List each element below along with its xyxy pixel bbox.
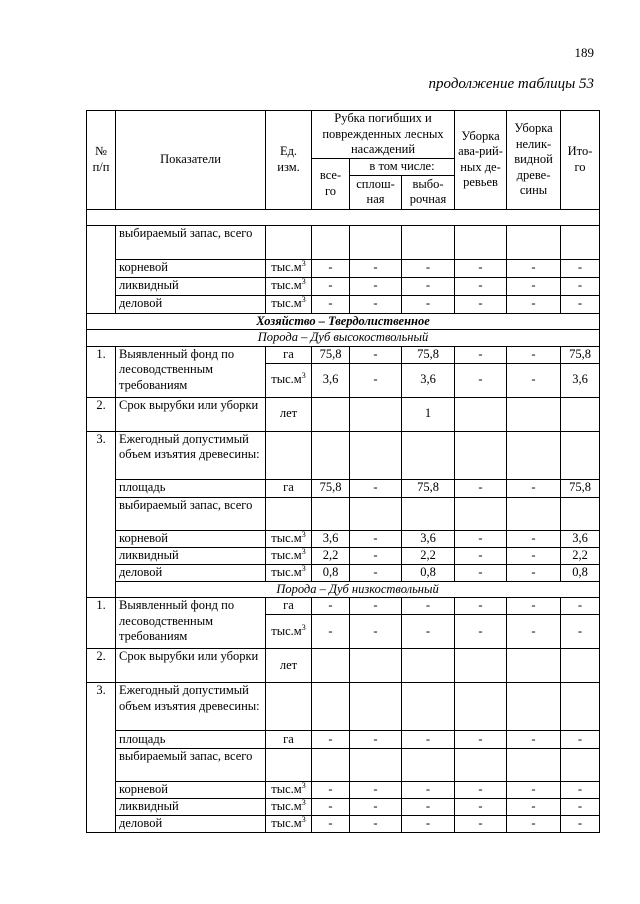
table-caption: продолжение таблицы 53 (428, 76, 594, 92)
value-cell: - (561, 598, 600, 615)
unit-cell: га (266, 598, 312, 615)
unit-superscript: 3 (301, 781, 306, 791)
section-title: Хозяйство – Твердолиственное (87, 313, 600, 330)
indicator-label: выбираемый запас, всего (116, 497, 266, 530)
value-cell: - (350, 479, 402, 497)
unit-cell (266, 782, 312, 799)
table-row (87, 530, 600, 547)
value-cell: - (507, 295, 561, 313)
value-cell: - (402, 615, 455, 649)
unit-cell: га (266, 731, 312, 749)
indicator-label: Срок вырубки или уборки (116, 649, 266, 683)
value-cell: - (350, 277, 402, 295)
empty-cell (350, 431, 402, 479)
indicator-label: Ежегодный допустимый объем изъятия древесины: (116, 431, 266, 479)
table-row (87, 749, 600, 782)
table-row (87, 346, 600, 363)
empty-cell (507, 225, 561, 259)
table-row (87, 782, 600, 799)
value-cell: - (350, 295, 402, 313)
value-cell: 75,8 (312, 346, 350, 363)
empty-cell (561, 497, 600, 530)
table-row (87, 225, 600, 259)
value-cell: - (455, 530, 507, 547)
unit-superscript: 3 (301, 547, 306, 556)
value-cell: - (350, 363, 402, 397)
value-cell: - (350, 259, 402, 277)
table-row (87, 277, 600, 295)
header-total: все-го (312, 159, 350, 210)
value-cell: - (350, 731, 402, 749)
table-row (87, 479, 600, 497)
unit-text: тыс.м (271, 547, 302, 562)
indicator-label: Выявленный фонд по лесоводственным требованиям (116, 346, 266, 397)
empty-cell (312, 683, 350, 731)
empty-cell (507, 683, 561, 731)
empty-cell (455, 683, 507, 731)
empty-cell (507, 397, 561, 431)
unit-superscript: 3 (301, 295, 306, 305)
unit-superscript: 3 (301, 259, 306, 269)
value-cell: - (402, 731, 455, 749)
value-cell: - (350, 346, 402, 363)
value-cell: - (455, 259, 507, 277)
empty-cell (455, 225, 507, 259)
value-cell: - (402, 598, 455, 615)
empty-cell (402, 749, 455, 782)
unit-cell (266, 683, 312, 731)
species-title: Порода – Дуб низкоствольный (116, 581, 600, 598)
value-cell: - (402, 799, 455, 816)
empty-cell (350, 749, 402, 782)
empty-cell (507, 749, 561, 782)
num-cell: 1. (87, 598, 116, 649)
indicator-label: Ежегодный допустимый объем изъятия древесины: (116, 683, 266, 731)
table-row (87, 581, 600, 598)
value-cell: - (455, 782, 507, 799)
empty-cell (312, 497, 350, 530)
table-header (87, 111, 600, 210)
unit-cell (266, 799, 312, 816)
unit-superscript: 3 (301, 815, 306, 825)
value-cell: 3,6 (312, 530, 350, 547)
value-cell: 2,2 (402, 547, 455, 564)
value-cell: - (561, 295, 600, 313)
indicator-label: выбираемый запас, всего (116, 225, 266, 259)
unit-cell (266, 363, 312, 397)
num-cell: 1. (87, 346, 116, 397)
value-cell: - (507, 479, 561, 497)
empty-cell (312, 397, 350, 431)
indicator-label: Выявленный фонд по лесоводственным требованиям (116, 598, 266, 649)
header-selective: выбо-рочная (402, 175, 455, 209)
empty-cell (312, 749, 350, 782)
value-cell (402, 649, 455, 683)
header-emergency: Уборка ава-рий-ных де-ревьев (455, 111, 507, 210)
value-cell: - (402, 816, 455, 833)
header-illiquid: Уборка нелик-видной древе-сины (507, 111, 561, 210)
value-cell: - (455, 547, 507, 564)
header-indicators: Показатели (116, 111, 266, 210)
empty-cell (455, 497, 507, 530)
indicator-label: площадь (116, 731, 266, 749)
unit-text: тыс.м (271, 260, 302, 275)
indicator-label: корневой (116, 259, 266, 277)
species-title: Порода – Дуб высокоствольный (87, 330, 600, 347)
indicator-label: площадь (116, 479, 266, 497)
empty-cell (561, 649, 600, 683)
table-row (87, 397, 600, 431)
value-cell: - (350, 564, 402, 581)
unit-superscript: 3 (301, 277, 306, 287)
value-cell: - (312, 816, 350, 833)
table-row (87, 497, 600, 530)
value-cell: - (507, 530, 561, 547)
value-cell: - (350, 547, 402, 564)
value-cell: - (561, 731, 600, 749)
value-cell: - (350, 799, 402, 816)
value-cell: - (507, 547, 561, 564)
unit-cell (266, 295, 312, 313)
table-row (87, 330, 600, 347)
value-cell: - (507, 782, 561, 799)
unit-cell: лет (266, 397, 312, 431)
unit-superscript: 3 (301, 622, 306, 632)
empty-cell (455, 649, 507, 683)
unit-text: тыс.м (271, 278, 302, 293)
indicator-label: ликвидный (116, 277, 266, 295)
value-cell: 3,6 (561, 530, 600, 547)
unit-cell: га (266, 479, 312, 497)
value-cell: - (561, 277, 600, 295)
value-cell: 1 (402, 397, 455, 431)
empty-cell (455, 431, 507, 479)
value-cell: 2,2 (561, 547, 600, 564)
value-cell: - (312, 799, 350, 816)
unit-cell (266, 564, 312, 581)
unit-text: тыс.м (271, 296, 302, 311)
value-cell: - (507, 615, 561, 649)
value-cell: 0,8 (561, 564, 600, 581)
unit-superscript: 3 (301, 564, 306, 573)
value-cell: - (455, 564, 507, 581)
table-row (87, 547, 600, 564)
num-cell: 2. (87, 397, 116, 431)
empty-cell (402, 225, 455, 259)
value-cell: - (402, 277, 455, 295)
table-row (87, 431, 600, 479)
value-cell: - (561, 782, 600, 799)
header-felling: Рубка погибших и поврежденных лесных насаждений (312, 111, 455, 159)
value-cell: - (455, 615, 507, 649)
num-cell: 3. (87, 683, 116, 833)
value-cell: - (312, 295, 350, 313)
table-row (87, 209, 600, 225)
empty-cell (561, 225, 600, 259)
unit-cell (266, 816, 312, 833)
value-cell: - (350, 782, 402, 799)
value-cell: 75,8 (402, 346, 455, 363)
indicator-label: деловой (116, 295, 266, 313)
blank-row (87, 209, 600, 225)
value-cell: - (455, 479, 507, 497)
table-row (87, 295, 600, 313)
unit-text: тыс.м (271, 564, 302, 579)
unit-cell (266, 530, 312, 547)
empty-cell (455, 749, 507, 782)
value-cell: - (507, 363, 561, 397)
value-cell: - (561, 799, 600, 816)
value-cell: - (402, 295, 455, 313)
unit-cell: га (266, 346, 312, 363)
unit-superscript: 3 (301, 530, 306, 539)
value-cell: - (507, 816, 561, 833)
value-cell: - (561, 615, 600, 649)
table-row (87, 259, 600, 277)
unit-cell (266, 431, 312, 479)
empty-cell (402, 497, 455, 530)
indicator-label: корневой (116, 782, 266, 799)
empty-cell (350, 225, 402, 259)
empty-cell (561, 683, 600, 731)
value-cell: - (507, 346, 561, 363)
unit-cell (266, 277, 312, 295)
empty-cell (350, 397, 402, 431)
value-cell: 0,8 (312, 564, 350, 581)
value-cell: - (402, 259, 455, 277)
value-cell: 75,8 (312, 479, 350, 497)
header-sum: Ито-го (561, 111, 600, 210)
value-cell: 3,6 (312, 363, 350, 397)
unit-cell (266, 615, 312, 649)
empty-cell (507, 497, 561, 530)
empty-cell (561, 431, 600, 479)
value-cell: - (561, 816, 600, 833)
unit-text: тыс.м (271, 623, 302, 638)
empty-cell (561, 397, 600, 431)
table-row (87, 598, 600, 615)
empty-cell (312, 431, 350, 479)
unit-cell (266, 749, 312, 782)
value-cell: - (350, 530, 402, 547)
value-cell: - (507, 799, 561, 816)
value-cell: 75,8 (402, 479, 455, 497)
num-cell: 2. (87, 649, 116, 683)
value-cell: - (312, 731, 350, 749)
unit-cell (266, 259, 312, 277)
value-cell: - (561, 259, 600, 277)
unit-text: тыс.м (271, 530, 302, 545)
value-cell: - (312, 598, 350, 615)
value-cell: - (507, 731, 561, 749)
value-cell: - (312, 259, 350, 277)
header-unit: Ед. изм. (266, 111, 312, 210)
value-cell: - (455, 295, 507, 313)
value-cell: - (455, 277, 507, 295)
value-cell: 75,8 (561, 479, 600, 497)
value-cell: - (455, 346, 507, 363)
empty-cell (507, 431, 561, 479)
table-row (87, 313, 600, 330)
value-cell: - (455, 363, 507, 397)
header-incl: в том числе: (350, 159, 455, 176)
empty-cell (507, 649, 561, 683)
header-clear: сплош-ная (350, 175, 402, 209)
unit-text: тыс.м (271, 799, 302, 814)
value-cell: - (507, 598, 561, 615)
unit-text: тыс.м (271, 782, 302, 797)
empty-cell (402, 431, 455, 479)
indicator-label: ликвидный (116, 547, 266, 564)
value-cell: - (507, 564, 561, 581)
indicator-label: деловой (116, 564, 266, 581)
empty-cell (312, 225, 350, 259)
empty-cell (455, 397, 507, 431)
unit-superscript: 3 (301, 798, 306, 808)
indicator-label: Срок вырубки или уборки (116, 397, 266, 431)
unit-cell (266, 497, 312, 530)
table-row (87, 564, 600, 581)
unit-text: тыс.м (271, 816, 302, 831)
value-cell: 0,8 (402, 564, 455, 581)
value-cell: - (455, 816, 507, 833)
value-cell: - (350, 598, 402, 615)
value-cell: - (455, 731, 507, 749)
empty-cell (350, 683, 402, 731)
unit-cell (266, 547, 312, 564)
value-cell: - (507, 277, 561, 295)
value-cell: - (350, 816, 402, 833)
empty-cell (350, 497, 402, 530)
value-cell: 3,6 (402, 530, 455, 547)
value-cell: - (312, 615, 350, 649)
table-row (87, 683, 600, 731)
value-cell: 3,6 (402, 363, 455, 397)
value-cell: - (402, 782, 455, 799)
value-cell: - (507, 259, 561, 277)
forest-table (86, 110, 600, 833)
indicator-label: корневой (116, 530, 266, 547)
unit-text: тыс.м (271, 372, 302, 387)
value-cell: 3,6 (561, 363, 600, 397)
empty-cell (350, 649, 402, 683)
indicator-label: деловой (116, 816, 266, 833)
unit-cell: лет (266, 649, 312, 683)
table-row (87, 816, 600, 833)
value-cell: - (350, 615, 402, 649)
value-cell: - (455, 799, 507, 816)
value-cell: - (455, 598, 507, 615)
num-cell: 3. (87, 431, 116, 598)
table-body (87, 209, 600, 833)
indicator-label: ликвидный (116, 799, 266, 816)
num-cell (87, 225, 116, 313)
indicator-label: выбираемый запас, всего (116, 749, 266, 782)
table-row (87, 799, 600, 816)
table-row (87, 731, 600, 749)
unit-superscript: 3 (301, 371, 306, 381)
header-num: № п/п (87, 111, 116, 210)
value-cell: 75,8 (561, 346, 600, 363)
value-cell: 2,2 (312, 547, 350, 564)
unit-cell (266, 225, 312, 259)
value-cell: - (312, 782, 350, 799)
empty-cell (561, 749, 600, 782)
table-row (87, 649, 600, 683)
value-cell: - (312, 277, 350, 295)
empty-cell (402, 683, 455, 731)
empty-cell (312, 649, 350, 683)
page-number: 189 (574, 45, 594, 60)
